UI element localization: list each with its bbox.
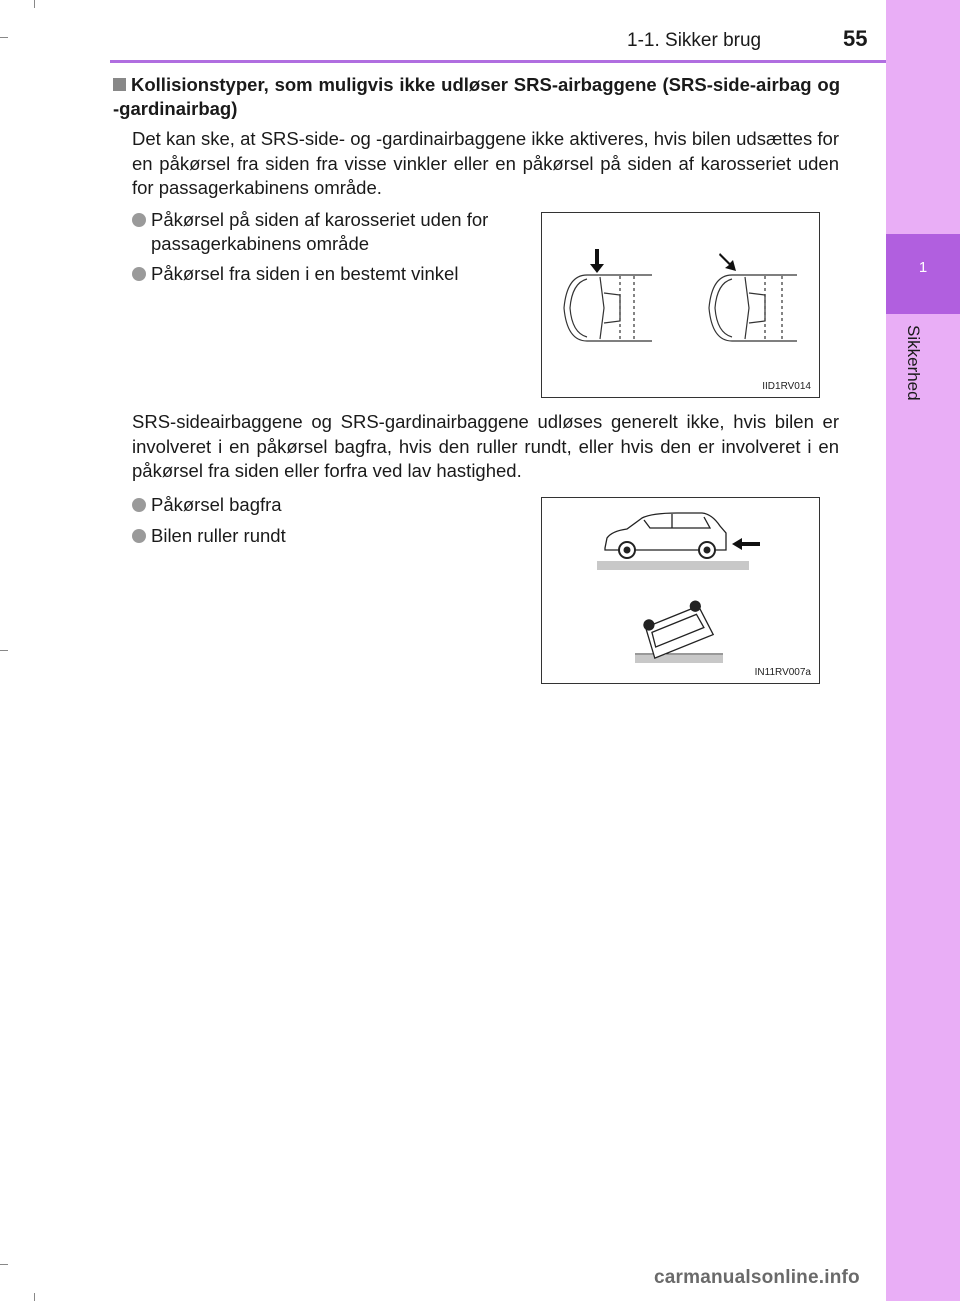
- list-item-text: Bilen ruller rundt: [151, 525, 286, 546]
- figure-side-impact: [541, 212, 820, 398]
- paragraph-1: Det kan ske, at SRS-side- og -gardinairbaggene ikke aktiveres, hvis bilen udsættes for en påkørsel fra siden fra visse vinkler eller en påkørsel på siden af karosseriet uden for passagerkabinens område.: [132, 128, 839, 198]
- figure-id: IID1RV014: [762, 381, 811, 392]
- crop-mark: [0, 1264, 8, 1265]
- footer-watermark: carmanualsonline.info: [654, 1267, 860, 1288]
- page-number: 55: [843, 26, 868, 51]
- heading-square-icon: [113, 78, 126, 91]
- crop-mark: [34, 0, 35, 8]
- chapter-side-tab: [886, 0, 960, 1301]
- figure-id: IN11RV007a: [754, 667, 811, 678]
- chapter-label: Sikkerhed: [904, 325, 923, 401]
- list-item: [132, 524, 492, 548]
- bullet-icon: [132, 529, 146, 543]
- heading-text: Kollisionstyper, som muligvis ikke udløser SRS-airbaggene (SRS-side-airbag og -gardinairbag): [113, 74, 840, 119]
- paragraph-2: SRS-sideairbaggene og SRS-gardinairbaggene udløses generelt ikke, hvis bilen er involveret i en påkørsel bagfra, hvis den ruller rundt, eller hvis den er involveret i en påkørsel fra siden eller forfra ved lav hastighed.: [132, 411, 839, 481]
- header-rule: [110, 60, 886, 63]
- crop-mark: [0, 37, 8, 38]
- rear-rollover-illustration: [542, 498, 821, 685]
- list-item: [132, 208, 512, 256]
- figure-rear-rollover: [541, 497, 820, 684]
- list-item: [132, 493, 492, 517]
- bullet-icon: [132, 213, 146, 227]
- list-item-text: Påkørsel bagfra: [151, 494, 282, 515]
- chapter-number-tab[interactable]: 1: [886, 234, 960, 314]
- crop-mark: [0, 650, 8, 651]
- crop-mark: [34, 1293, 35, 1301]
- bullet-icon: [132, 267, 146, 281]
- section-title: 1-1. Sikker brug: [627, 30, 762, 51]
- list-item-text: Påkørsel på siden af karosseriet uden for passagerkabinens område: [151, 209, 489, 254]
- side-impact-illustration: [542, 213, 821, 399]
- list-item-text: Påkørsel fra siden i en bestemt vinkel: [151, 263, 459, 284]
- bullet-icon: [132, 498, 146, 512]
- section-heading: [113, 73, 840, 121]
- list-item: [132, 262, 512, 286]
